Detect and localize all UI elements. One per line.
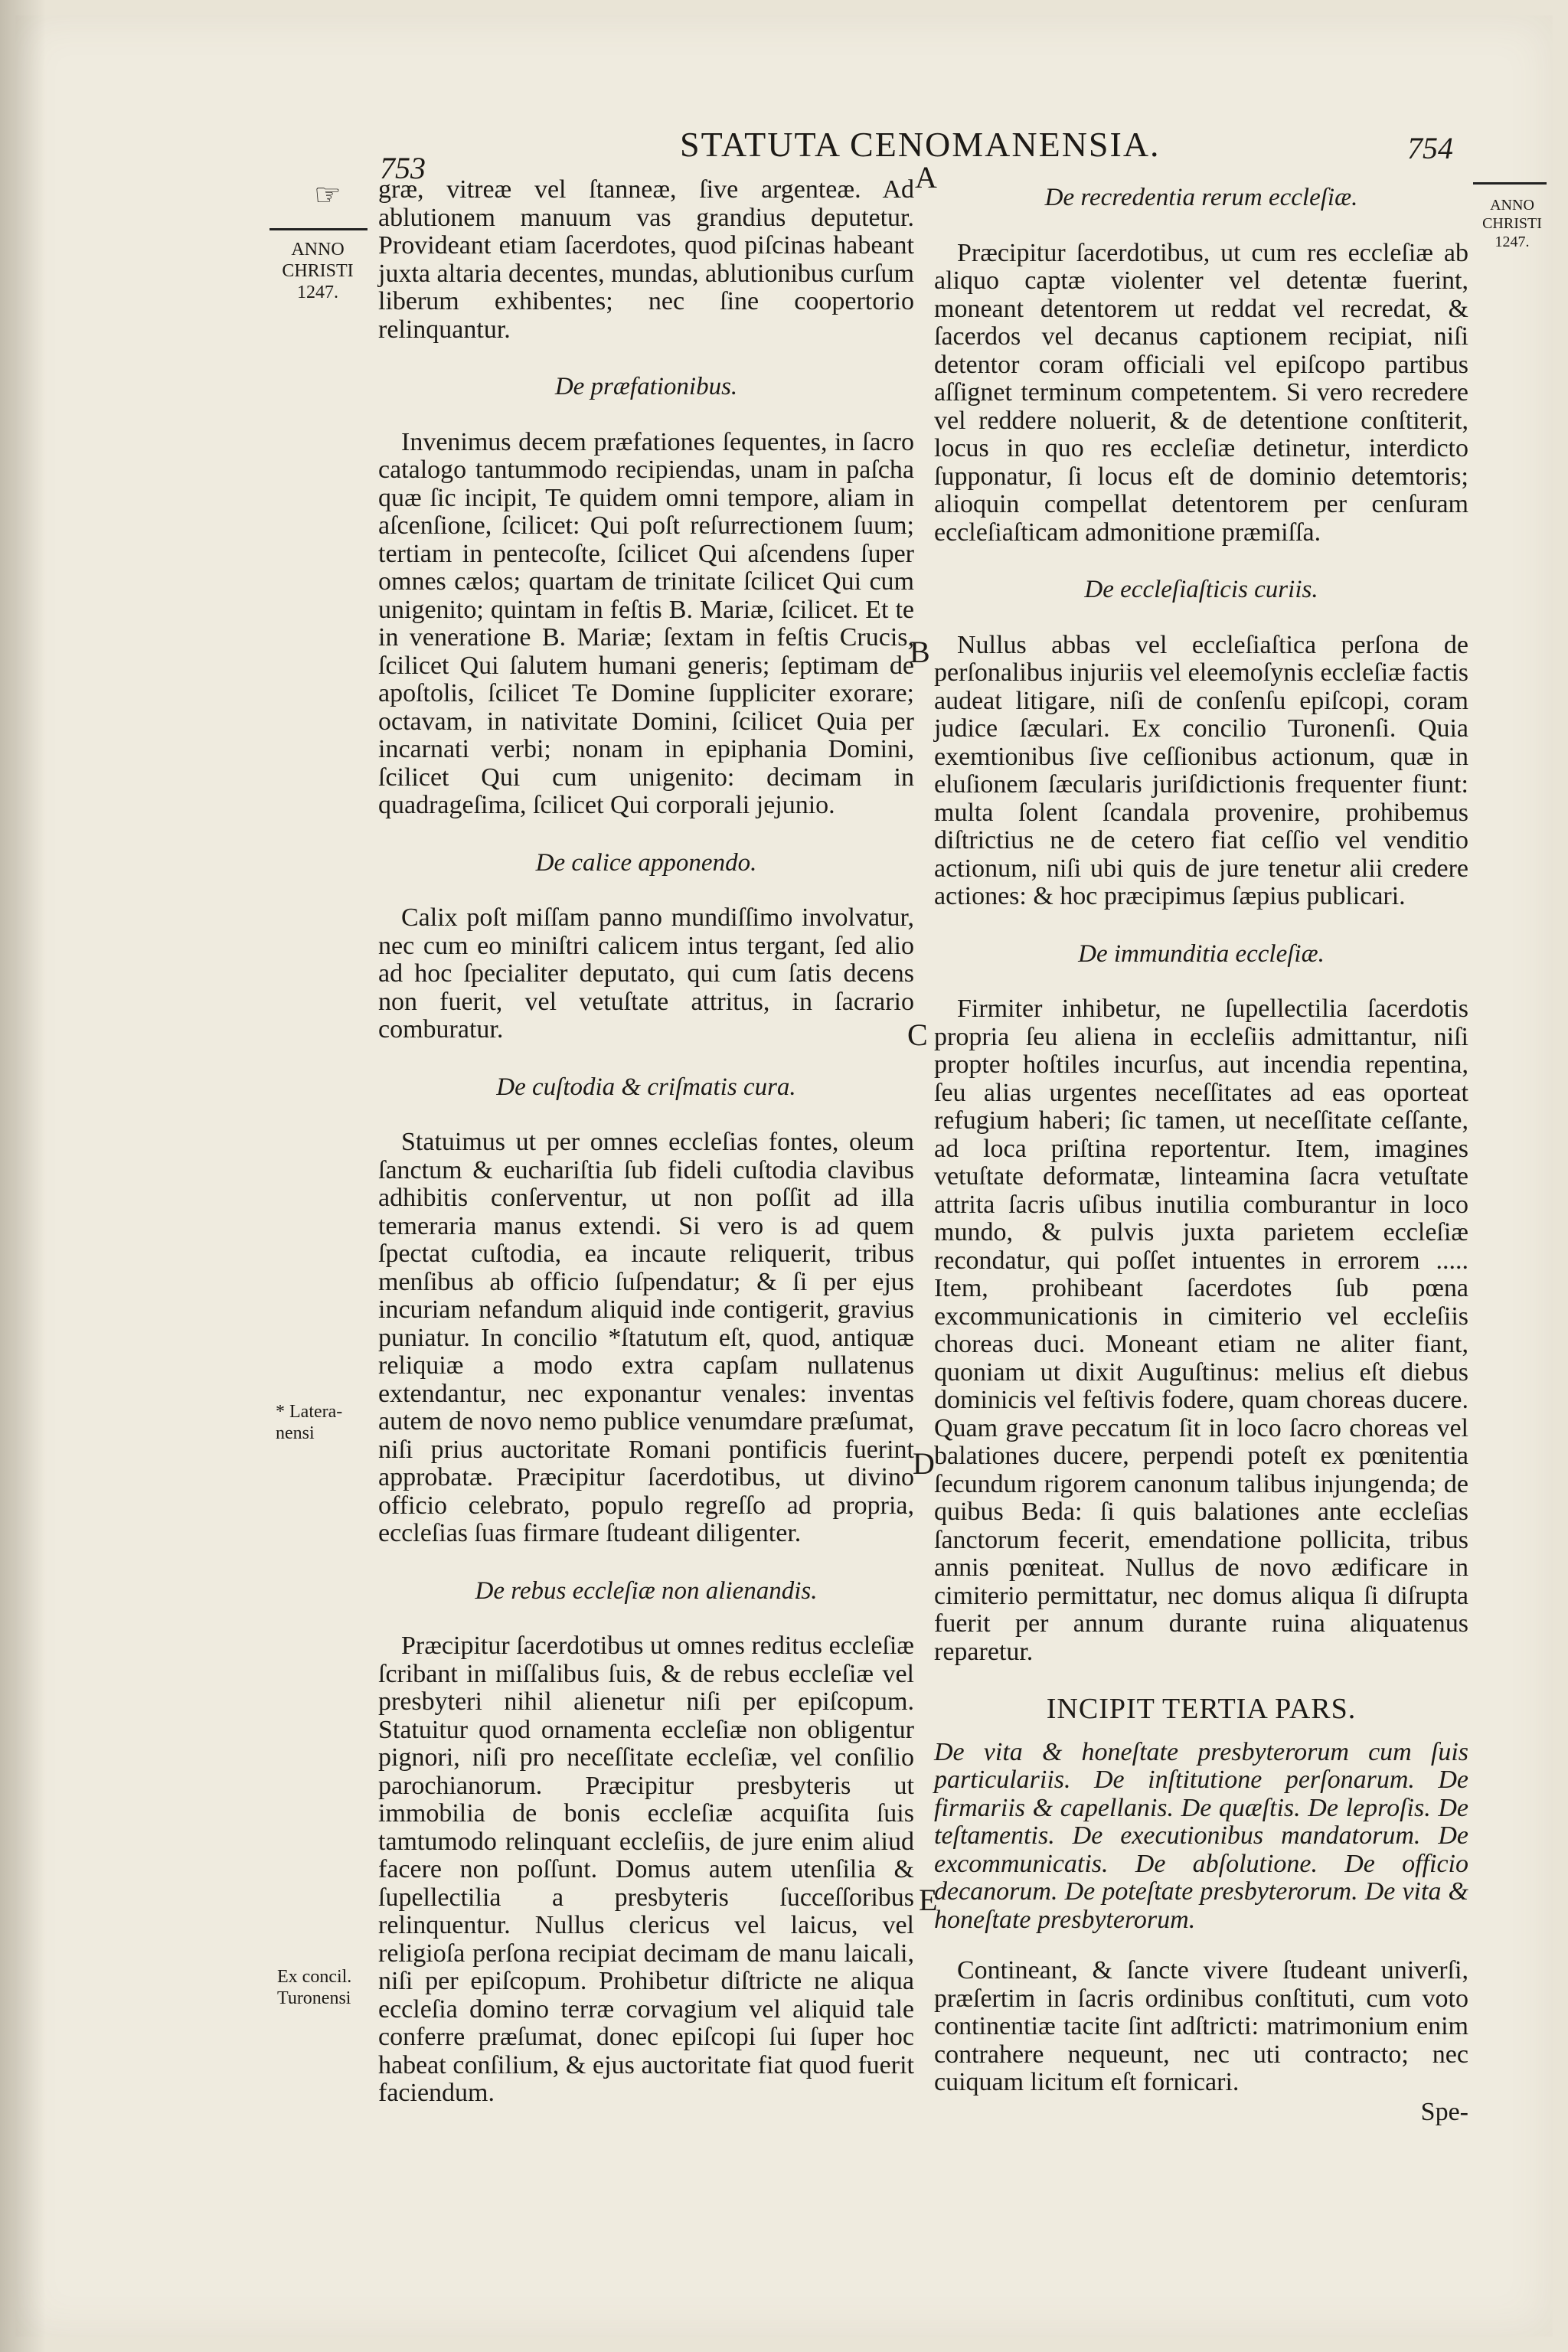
christi-word: CHRISTI: [282, 261, 354, 281]
section-heading: De recredentia rerum eccleſiæ.: [1044, 184, 1358, 211]
anno-year: 1247.: [1494, 234, 1530, 250]
margin-line: Turonensi: [277, 1988, 351, 2008]
paragraph: Contineant, & ſancte vivere ſtudeant univerſi, præſertim in ſacris ordinibus conſtituti, cum voto continentiæ tacite ſint adſtricti: matrimonium enim contrahere nequeunt, nec uti contracto; nec cuiquam licitum eſt fornicari.: [934, 1956, 1468, 2096]
contents-list: De vita & honeſtate presbyterorum cum ſuis particulariis. De inſtitutione perſonarum. De firmariis & capellanis. De quæſtis. De leproſis. De teſtamentis. De executionibus mandatorum. De excommunicatis. De abſolutione. De officio decanorum. De poteſtate presbyterorum. De vita & honeſtate presbyterorum.: [934, 1737, 1468, 1934]
margin-line: Ex concil.: [277, 1967, 352, 1987]
section-letter-e: E: [919, 1883, 938, 1917]
margin-line: * Latera-: [276, 1402, 343, 1422]
section-letter-c: C: [907, 1018, 928, 1052]
anno-word: ANNO: [1490, 197, 1534, 214]
paragraph: græ, vitreæ vel ſtanneæ, ſive argenteæ. Ad ablutionem manuum vas grandius deputetur. Provideant etiam ſacerdotes, quod piſcinas habeant juxta altaria decentes, mundas, ablutionibus curſum liberum exhibentes; nec ſine coopertorio relinquantur.: [378, 175, 914, 344]
section-heading: De rebus eccleſiæ non alienandis.: [475, 1576, 818, 1605]
left-column: [378, 176, 914, 2108]
paragraph: Nullus abbas vel eccleſiaſtica perſona de perſonalibus injuriis vel eleemoſynis eccleſiæ factis audeat litigare, niſi de conſenſu epiſcopi, coram judice ſæculari. Ex concilio Turonenſi. Quia exemtionibus ſive ceſſionibus actionum, quæ in eluſionem ſæcularis juriſdictionis frequenter fiunt: multa ſolent ſcandala provenire, prohibemus diſtrictius ne de cetero fiat ceſſio vel venditio actionum, niſi ubi quis de jure tenetur alii credere actiones: & hoc præcipimus ſæpius publicari.: [934, 630, 1468, 910]
margin-rule-right: [1473, 182, 1547, 185]
section-heading: De immunditia eccleſiæ.: [1078, 939, 1325, 968]
section-letter-d: D: [913, 1446, 935, 1481]
catchword: Spe-: [1420, 2097, 1468, 2126]
paragraph: Præcipitur ſacerdotibus ut omnes reditus eccleſiæ ſcribant in miſſalibus ſuis, & de rebus eccleſiæ vel presbyteri nihil alienetur niſi per epiſcopum. Statuitur quod ornamenta eccleſiæ non obligentur pignori, niſi pro neceſſitate eccleſiæ, vel conſilio parochianorum. Præcipitur presbyteris ut immobilia de bonis eccleſiæ acquiſita ſuis tamtumodo relinquant eccleſiis, de jure enim aliud facere non poſſunt. Domus autem utenſilia & ſupellectilia a presbyteris ſucceſſoribus relinquentur. Nullus clericus vel laicus, vel religioſa perſona recipiat decimam de manu laicali, niſi per epiſcopum. Prohibetur diſtricte ne aliqua eccleſia domino terræ corvagium vel aliquid tale conferre præſumat, donec epiſcopi ſui ſuper hoc habeat conſilium, & ejus auctoritate fiat quod fuerit faciendum.: [378, 1632, 914, 2107]
christi-word: CHRISTI: [1482, 215, 1542, 232]
anno-word: ANNO: [291, 240, 345, 260]
margin-line: nensi: [276, 1423, 315, 1443]
pointing-hand-icon: ☞: [314, 178, 341, 213]
section-heading: De cuſtodia & criſmatis cura.: [496, 1073, 796, 1101]
part-title: INCIPIT TERTIA PARS.: [1046, 1693, 1357, 1725]
paragraph: Firmiter inhibetur, ne ſupellectilia ſacerdotis propria ſeu aliena in eccleſiis admittantur, niſi propter hoſtiles incurſus, aut incendia repentina, ſeu alias urgentes neceſſitates ad eas oporteat refugium haberi; ſic tamen, ut neceſſitate ceſſante, ad loca priſtina reportentur. Item, imagines vetuſtate deformatæ, linteamina ſacra vetuſtate attrita ſacris uſibus inutilia comburantur in loco mundo, & pulvis juxta parietem eccleſiæ recondatur, qui poſſet intuentes in errorem ..... Item, prohibeant ſacerdotes ſub pœna excommunicationis in cimiterio vel eccleſiis choreas duci. Moneant etiam ne aliter fiant, quoniam ut dixit Auguſtinus: melius eſt diebus dominicis vel feſtivis fodere, quam choreas ducere. Quam grave peccatum ſit in loco ſacro choreas vel balationes ducere, perpendi poteſt ex pœnitentia ſecundum rigorem canonum talibus injungenda; de quibus Beda: ſi quis balationes ante eccleſias ſanctorum fecerit, emendatione pollicita, tribus annis pœniteat. Nullus de novo ædificare in cimiterio permittatur, nec domus aliqua ſi diſrupta fuerit per annum durante ruina aliquatenus reparetur.: [934, 995, 1468, 1666]
running-head: STATUTA CENOMANENSIA.: [680, 125, 1161, 164]
paragraph: Statuimus ut per omnes eccleſias fontes, oleum ſanctum & euchariſtia ſub fideli cuſtodia clavibus adhibitis conſerventur, ut non poſſit ad illa temeraria manus extendi. Si vero is ad quem ſpectat cuſtodia, ea incaute reliquerit, tribus menſibus ab officio ſuſpendatur; & ſi per ejus incuriam nefandum aliquid inde contigerit, gravius puniatur. In concilio *ſtatutum eſt, quod, antiquæ reliquiæ a modo extra capſam nullatenus extendantur, nec exponantur venales: inventas autem de novo nemo publice venumdare præſumat, niſi prius auctoritate Romani pontificis fuerint approbatæ. Præcipitur ſacerdotibus, ut divino officio celebrato, populo regreſſo ad propria, eccleſias ſuas firmare ſtudeant diligenter.: [378, 1128, 914, 1547]
paragraph: Invenimus decem præfationes ſequentes, in ſacro catalogo tantummodo recipiendas, unam in paſcha quæ ſic incipit, Te quidem omni tempore, aliam in aſcenſione, ſcilicet: Qui poſt reſurrectionem ſuum; tertiam in pentecoſte, ſcilicet Qui aſcendens ſuper omnes cælos; quartam de trinitate ſcilicet Qui cum unigenito; quintam in feſtis B. Mariæ, ſcilicet. Et te in veneratione B. Mariæ; ſextam in feſtis Crucis, ſcilicet Qui ſalutem humani generis; ſeptimam de apoſtolis, ſcilicet Te Domine ſuppliciter exorare; octavam, in nativitate Domini, ſcilicet Quia per incarnati verbi; nonam in epiphania Domini, ſcilicet Qui cum unigenito: decimam in quadrageſima, ſcilicet Qui corporali jejunio.: [378, 427, 914, 819]
right-column: [934, 184, 1468, 2126]
paragraph: Calix poſt miſſam panno mundiſſimo involvatur, nec cum eo miniſtri calicem intus tergant, ſed alio ad hoc ſpecialiter deputato, qui cum ſatis decens non fuerit, vel vetuſtate attritus, in ſacrario comburatur.: [378, 903, 914, 1044]
folio-left: 753: [380, 151, 426, 185]
section-heading: De calice apponendo.: [535, 848, 757, 877]
margin-turon: [277, 1966, 363, 2009]
section-heading: De eccleſiaſticis curiis.: [1084, 576, 1318, 603]
paragraph: Præcipitur ſacerdotibus, ut cum res eccleſiæ ab aliquo captæ violenter vel detentæ fuerint, moneant detentorem ut reddat vel recredat, & ſacerdos vel decanus captionem recipiat, niſi detentor coram officiali vel epiſcopo partibus aſſignet terminum competentem. Si vero recredere vel reddere noluerit, & de detentione conſtiterit, locus in quo res eccleſiæ detinetur, interdicto ſupponatur, ſi locus eſt de dominio detemtoris; alioquin compellat detentorem per cenſuram eccleſiaſticam admonitione præmiſſa.: [934, 238, 1468, 547]
margin-anno-right: [1478, 196, 1547, 251]
margin-laterna: [276, 1401, 360, 1444]
gutter-shadow: [0, 0, 46, 2352]
section-letter-b: B: [910, 635, 930, 669]
margin-anno-left: [276, 239, 360, 303]
anno-year: 1247.: [297, 283, 338, 302]
section-letter-a: A: [915, 160, 937, 194]
margin-rule-left: [270, 228, 368, 230]
section-heading: De præfationibus.: [554, 373, 738, 400]
folio-right: 754: [1407, 131, 1453, 165]
